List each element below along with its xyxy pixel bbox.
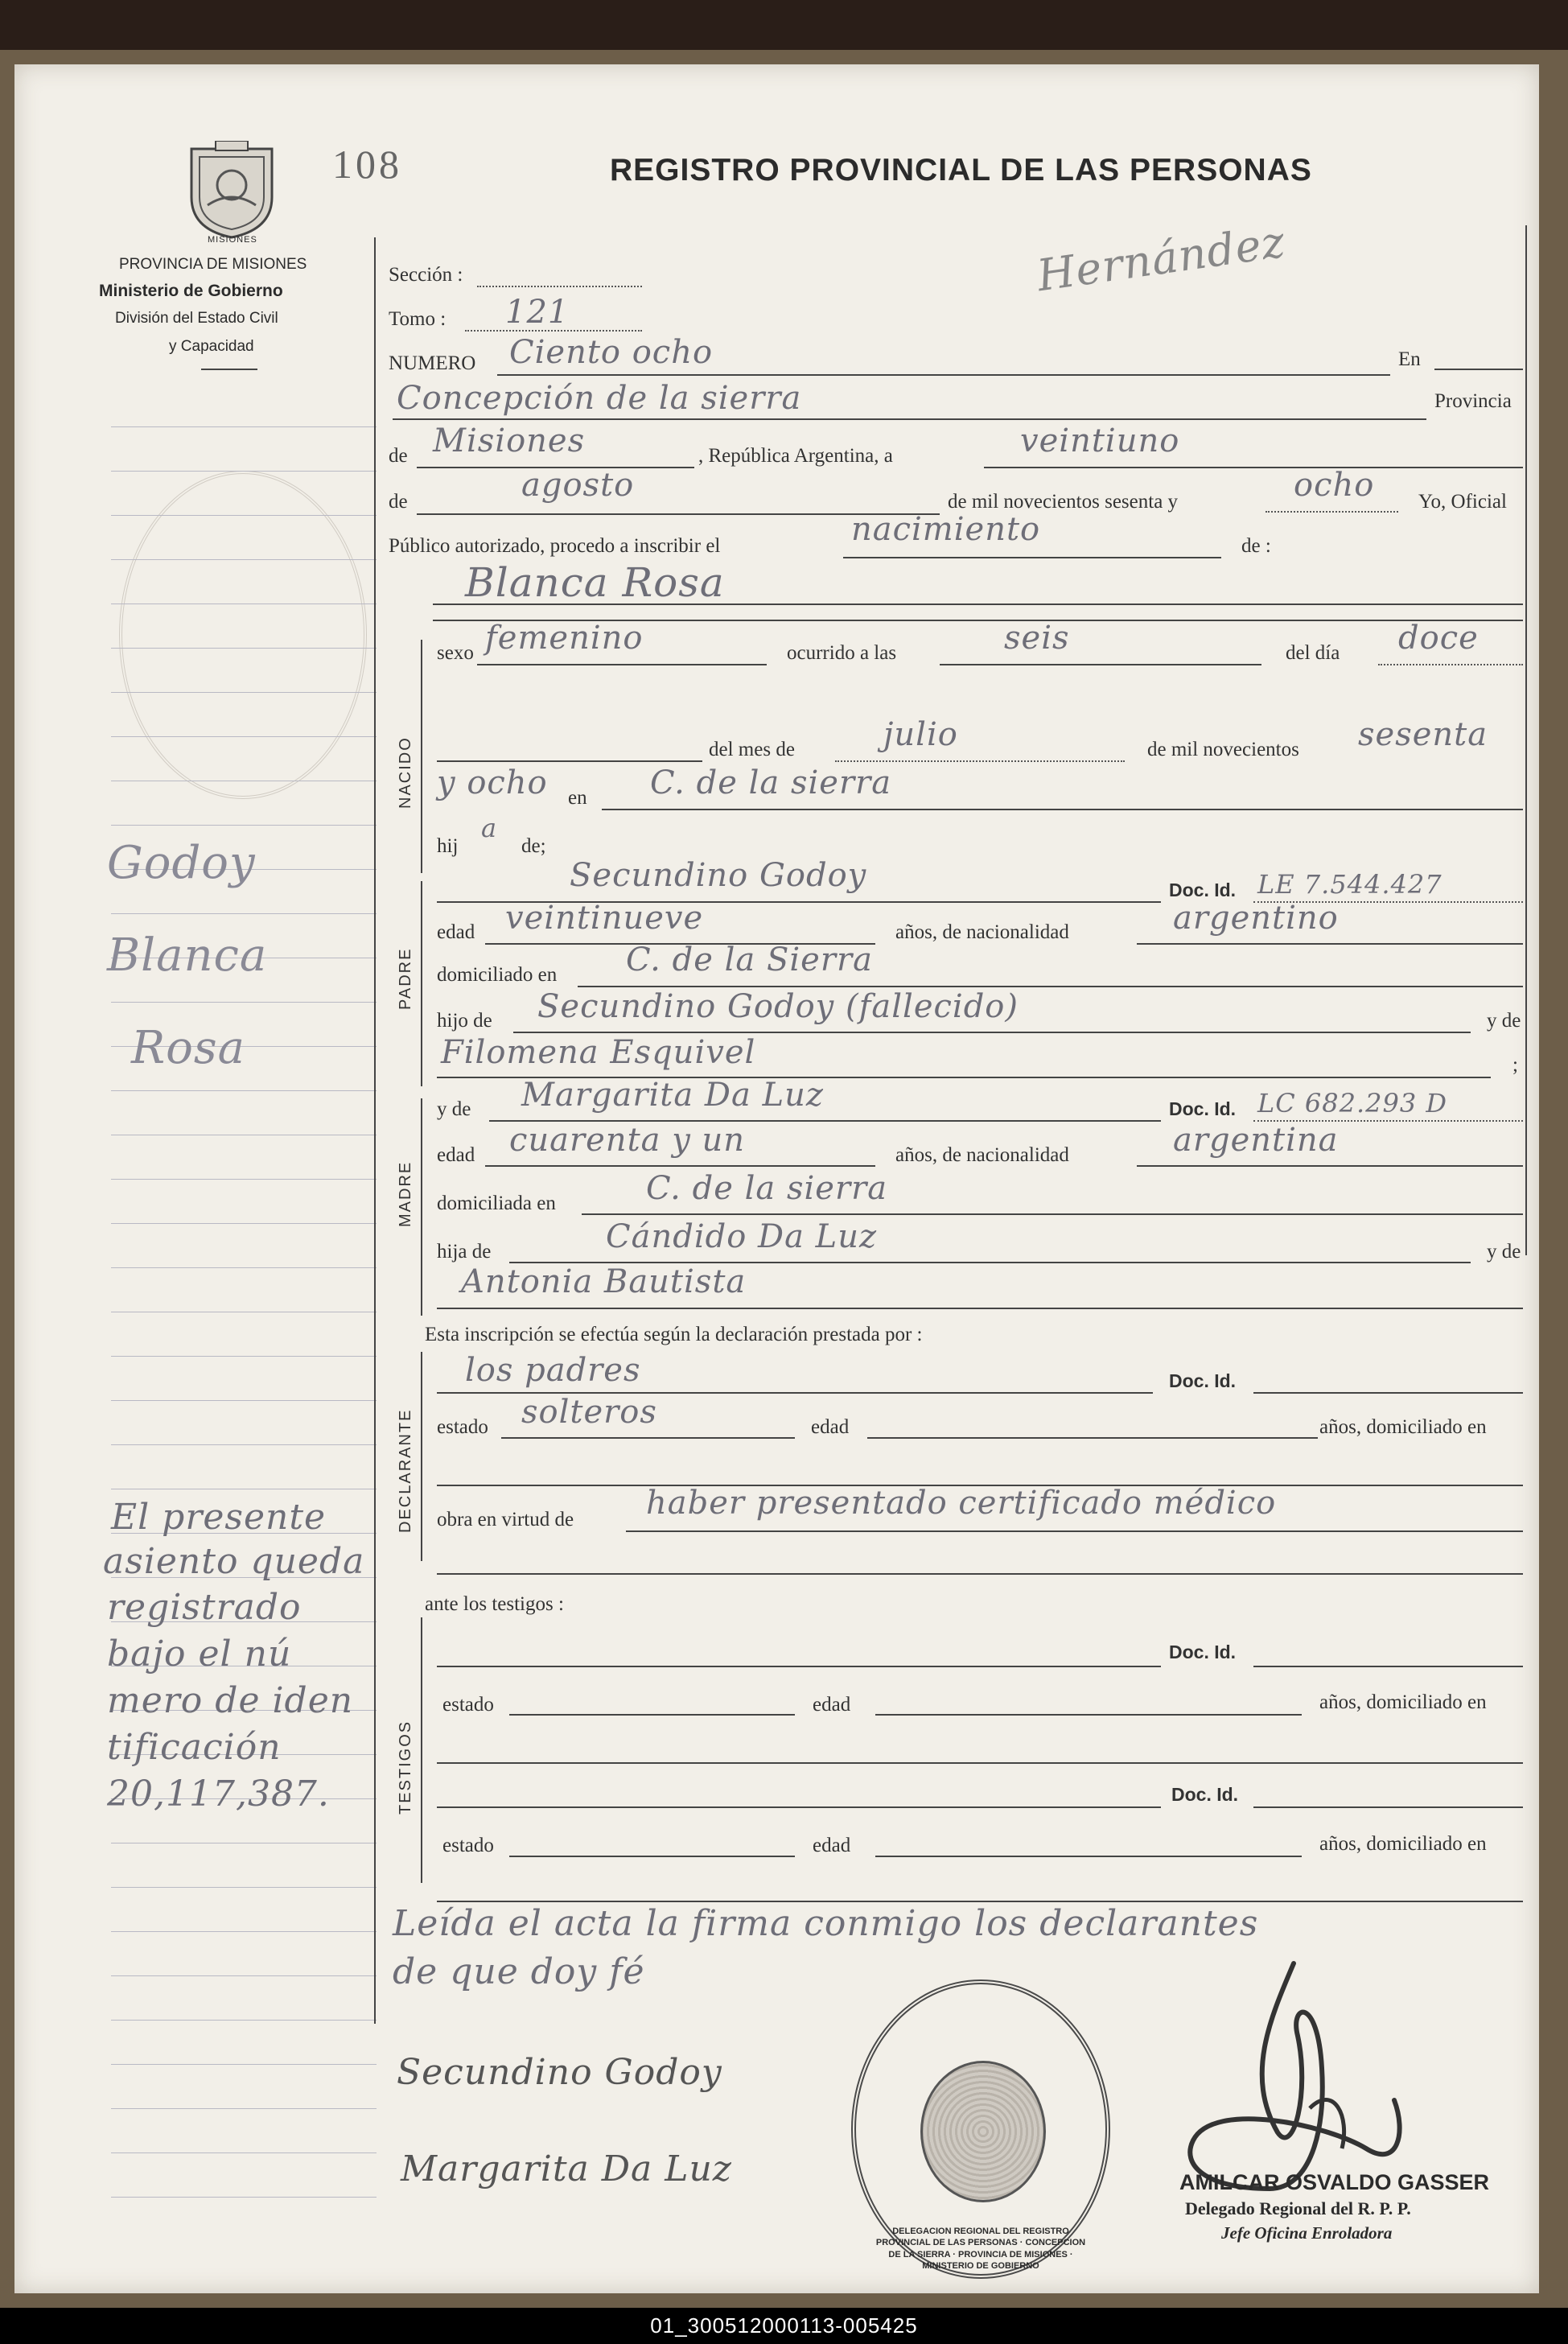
declarante-obra-value: haber presentado certificado médico bbox=[646, 1485, 1277, 1522]
madre-side-label: MADRE bbox=[397, 1160, 414, 1227]
padre-y-de-label: y de bbox=[1487, 1010, 1521, 1032]
oficial-label: Yo, Oficial bbox=[1418, 491, 1507, 513]
testigo1-edad-label: edad bbox=[813, 1694, 851, 1716]
hora-line bbox=[940, 664, 1261, 665]
mes-line-pre bbox=[437, 760, 702, 762]
declarante-nombre-value: los padres bbox=[465, 1352, 641, 1389]
madre-nacionalidad-label: años, de nacionalidad bbox=[895, 1144, 1069, 1166]
testigo2-doc-label: Doc. Id. bbox=[1171, 1784, 1239, 1805]
testigo2-domicilio-line bbox=[437, 1901, 1523, 1902]
margin-rule-line bbox=[111, 825, 377, 826]
padre-side-label: PADRE bbox=[397, 947, 414, 1010]
madre-domicilio-value: C. de la sierra bbox=[646, 1170, 888, 1207]
de-label-1: de bbox=[389, 445, 408, 467]
padre-nacionalidad-value: argentino bbox=[1173, 900, 1339, 937]
officer-title-2: Jefe Oficina Enroladora bbox=[1221, 2223, 1393, 2243]
padre-domicilio-line bbox=[578, 986, 1523, 987]
mes-line bbox=[835, 760, 1125, 762]
testigo2-edad-label: edad bbox=[813, 1835, 851, 1856]
padre-nacionalidad-label: años, de nacionalidad bbox=[895, 921, 1069, 943]
dia-registro-value: veintiuno bbox=[1020, 422, 1180, 459]
margin-annotation-5: mero de iden bbox=[107, 1680, 354, 1721]
acto-line bbox=[843, 557, 1221, 558]
declarante-edad-line bbox=[867, 1437, 1318, 1439]
margin-annotation-7: 20,117,387. bbox=[107, 1773, 330, 1815]
nacido-side-label: NACIDO bbox=[397, 736, 414, 809]
hij-label: hij bbox=[437, 835, 459, 857]
madre-y-de-label-2: y de bbox=[1487, 1241, 1521, 1263]
margin-rule-line bbox=[111, 736, 377, 737]
anio-registro-line bbox=[1266, 511, 1398, 513]
page-title: REGISTRO PROVINCIAL DE LAS PERSONAS bbox=[610, 153, 1312, 187]
seccion-line bbox=[477, 286, 642, 287]
testigo2-nombre-line bbox=[437, 1806, 1161, 1808]
madre-padre-value: Cándido Da Luz bbox=[606, 1218, 878, 1255]
testigos-side-label: TESTIGOS bbox=[397, 1720, 414, 1815]
hij-de-label: de; bbox=[521, 835, 546, 857]
testigo2-edad-line bbox=[875, 1856, 1302, 1857]
header-ministry: Ministerio de Gobierno bbox=[99, 282, 283, 300]
official-seal bbox=[851, 1979, 1110, 2279]
margin-middlename: Rosa bbox=[131, 1022, 246, 1074]
lugar-line bbox=[393, 418, 1426, 420]
margin-annotation-6: tificación bbox=[107, 1727, 282, 1768]
margin-rule-line bbox=[111, 1090, 377, 1091]
officer-signature-icon bbox=[1157, 1947, 1422, 2197]
padre-padre-line bbox=[513, 1032, 1471, 1033]
madre-doc-value: LC 682.293 D bbox=[1257, 1088, 1448, 1118]
mil-nacido-label: de mil novecientos bbox=[1147, 739, 1299, 760]
mil-label: de mil novecientos sesenta y bbox=[948, 491, 1179, 513]
madre-edad-line bbox=[485, 1165, 875, 1167]
padre-doc-value: LE 7.544.427 bbox=[1257, 869, 1442, 900]
lugar-nacido-line bbox=[602, 809, 1523, 810]
declarante-obra-label: obra en virtud de bbox=[437, 1509, 574, 1530]
hora-value: seis bbox=[1004, 620, 1070, 657]
testigo1-nombre-line bbox=[437, 1666, 1161, 1667]
madre-doc-label: Doc. Id. bbox=[1169, 1098, 1237, 1119]
publico-label: Público autorizado, procedo a inscribir el bbox=[389, 535, 721, 557]
acto-value: nacimiento bbox=[851, 511, 1041, 548]
testigo2-estado-line bbox=[509, 1856, 795, 1857]
page-number: 108 bbox=[332, 142, 402, 187]
madre-domicilio-line bbox=[582, 1213, 1523, 1215]
margin-rule-line bbox=[111, 692, 377, 693]
margin-rule-line bbox=[111, 2152, 377, 2153]
testigo2-doc-line bbox=[1253, 1806, 1523, 1808]
dia-label: del día bbox=[1286, 642, 1340, 664]
padre-hijo-label: hijo de bbox=[437, 1010, 492, 1032]
sexo-value: femenino bbox=[485, 620, 644, 657]
section-rule-padre bbox=[421, 881, 422, 1086]
frame-right bbox=[1525, 225, 1527, 1255]
seccion-label: Sección : bbox=[389, 264, 463, 286]
mes-label: del mes de bbox=[709, 739, 795, 760]
numero-value: Ciento ocho bbox=[509, 334, 714, 371]
header-division: División del Estado Civil bbox=[115, 310, 278, 327]
testigo1-doc-label: Doc. Id. bbox=[1169, 1642, 1237, 1662]
tomo-value: 121 bbox=[505, 294, 570, 331]
faded-stamp bbox=[119, 471, 367, 799]
section-rule-declarante bbox=[421, 1352, 422, 1561]
en-line bbox=[1434, 369, 1523, 370]
officer-title-1: Delegado Regional del R. P. P. bbox=[1185, 2198, 1411, 2218]
margin-rule-line bbox=[111, 1931, 377, 1932]
declarante-doc-label: Doc. Id. bbox=[1169, 1370, 1237, 1391]
margin-annotation-2: asiento queda bbox=[103, 1541, 365, 1582]
mes-value: julio bbox=[883, 716, 958, 753]
anio-value: sesenta bbox=[1358, 716, 1488, 753]
margin-rule-line bbox=[111, 1444, 377, 1445]
madre-nacionalidad-line bbox=[1137, 1165, 1523, 1167]
declarante-doc-line bbox=[1253, 1392, 1523, 1394]
anio-value-2: y ocho bbox=[437, 764, 548, 801]
sexo-label: sexo bbox=[437, 642, 474, 664]
dia-registro-line bbox=[984, 467, 1523, 468]
top-signature: Hernández bbox=[1034, 216, 1289, 302]
register-page bbox=[14, 64, 1539, 2293]
madre-edad-value: cuarenta y un bbox=[509, 1122, 746, 1159]
anio-registro-value: ocho bbox=[1294, 467, 1375, 504]
declarante-estado-value: solteros bbox=[521, 1394, 657, 1431]
margin-rule-line bbox=[111, 1002, 377, 1003]
testigo1-domicilio-line bbox=[437, 1762, 1523, 1764]
margin-surname: Godoy bbox=[107, 837, 256, 889]
provincia-label: Provincia bbox=[1434, 390, 1512, 412]
testigo2-estado-label: estado bbox=[442, 1835, 494, 1856]
declarante-anios-label: años, domiciliado en bbox=[1319, 1416, 1487, 1438]
de-label-2: de bbox=[389, 491, 408, 513]
margin-rule-line bbox=[111, 2108, 377, 2109]
margin-rule-line bbox=[111, 471, 377, 472]
lugar-nacido-value: C. de la sierra bbox=[650, 764, 892, 801]
closing-line-2: de que doy fé bbox=[393, 1951, 645, 1992]
madre-nombre-value: Margarita Da Luz bbox=[521, 1077, 824, 1114]
closing-line-1: Leída el acta la firma conmigo los declarantes bbox=[393, 1903, 1259, 1944]
madre-madre-value: Antonia Bautista bbox=[461, 1263, 747, 1300]
margin-annotation-4: bajo el nú bbox=[107, 1633, 292, 1675]
madre-domicilio-label: domiciliada en bbox=[437, 1193, 556, 1214]
dia-value: doce bbox=[1398, 620, 1479, 657]
dia-line bbox=[1378, 664, 1523, 665]
margin-annotation-3: registrado bbox=[107, 1587, 302, 1628]
de-colon-label: de : bbox=[1241, 535, 1271, 557]
footer-id: 01_300512000113-005425 bbox=[0, 2308, 1568, 2344]
margin-rule-line bbox=[111, 1223, 377, 1224]
en-label: En bbox=[1398, 348, 1421, 370]
madre-y-de-label: y de bbox=[437, 1098, 471, 1120]
padre-madre-value: Filomena Esquivel bbox=[441, 1034, 756, 1071]
declarante-intro: Esta inscripción se efectúa según la declaración prestada por : bbox=[425, 1324, 923, 1345]
testigo2-anios-label: años, domiciliado en bbox=[1319, 1833, 1487, 1855]
madre-hija-label: hija de bbox=[437, 1241, 492, 1263]
margin-rule-line bbox=[111, 559, 377, 560]
madre-nacionalidad-value: argentina bbox=[1173, 1122, 1339, 1159]
margin-rule-line bbox=[111, 648, 377, 649]
margin-firstname: Blanca bbox=[107, 929, 268, 982]
margin-rule-line bbox=[111, 1975, 377, 1976]
frame-left bbox=[374, 237, 376, 2024]
margin-rule-line bbox=[111, 1400, 377, 1401]
madre-edad-label: edad bbox=[437, 1144, 475, 1166]
margin-rule-line bbox=[111, 913, 377, 914]
lugar-value: Concepción de la sierra bbox=[397, 380, 802, 417]
margin-rule-line bbox=[111, 2064, 377, 2065]
testigo1-doc-line bbox=[1253, 1666, 1523, 1667]
margin-rule-line bbox=[111, 1267, 377, 1268]
testigo1-edad-line bbox=[875, 1714, 1302, 1716]
margin-rule-line bbox=[111, 2197, 377, 2198]
signature-father: Secundino Godoy bbox=[397, 2052, 722, 2093]
margin-rule-line bbox=[111, 2020, 377, 2021]
padre-doc-label: Doc. Id. bbox=[1169, 880, 1237, 900]
section-rule-nacido bbox=[421, 640, 422, 873]
officer-name: AMILCAR OSVALDO GASSER bbox=[1179, 2170, 1490, 2194]
declarante-obra-line bbox=[626, 1530, 1523, 1532]
numero-line bbox=[497, 374, 1390, 376]
nombre-value: Blanca Rosa bbox=[465, 559, 725, 606]
margin-rule-line bbox=[111, 1179, 377, 1180]
margin-rule-line bbox=[111, 515, 377, 516]
header-divider bbox=[201, 369, 257, 370]
emblem-label: MISIONES bbox=[208, 235, 257, 245]
padre-semicolon: ; bbox=[1512, 1054, 1518, 1076]
sexo-line bbox=[477, 664, 767, 665]
mes-registro-value: agosto bbox=[521, 467, 635, 504]
margin-annotation-1: El presente bbox=[111, 1497, 327, 1538]
padre-domicilio-value: C. de la Sierra bbox=[626, 941, 873, 978]
padre-nacionalidad-line bbox=[1137, 943, 1523, 945]
padre-domicilio-label: domiciliado en bbox=[437, 964, 558, 986]
nombre-line bbox=[433, 604, 1523, 605]
padre-padre-value: Secundino Godoy (fallecido) bbox=[537, 988, 1019, 1025]
declarante-estado-label: estado bbox=[437, 1416, 488, 1438]
header-capacity: y Capacidad bbox=[169, 338, 254, 355]
seal-emblem-icon bbox=[920, 2061, 1046, 2202]
section-rule-testigos bbox=[421, 1617, 422, 1883]
padre-edad-value: veintinueve bbox=[505, 900, 704, 937]
province-emblem-icon bbox=[183, 141, 280, 241]
padre-nombre-value: Secundino Godoy bbox=[570, 857, 867, 894]
tomo-label: Tomo : bbox=[389, 308, 447, 330]
section-rule-madre bbox=[421, 1098, 422, 1316]
margin-rule-line bbox=[111, 1887, 377, 1888]
declarante-estado-line bbox=[501, 1437, 795, 1439]
margin-rule-line bbox=[111, 426, 377, 427]
testigo1-estado-line bbox=[509, 1714, 795, 1716]
signature-mother: Margarita Da Luz bbox=[401, 2148, 732, 2190]
declarante-side-label: DECLARANTE bbox=[397, 1408, 414, 1533]
header-province: PROVINCIA DE MISIONES bbox=[119, 256, 307, 273]
declarante-obra-line-2 bbox=[437, 1573, 1523, 1575]
madre-madre-line bbox=[437, 1308, 1523, 1309]
testigo1-anios-label: años, domiciliado en bbox=[1319, 1691, 1487, 1713]
seal-text: DELEGACION REGIONAL DEL REGISTRO PROVINCIAL DE LAS PERSONAS · CONCEPCION DE LA SIERRA · PROVINCIA DE MISIONES · MINISTERIO DE GOBIERNO bbox=[875, 2227, 1086, 2271]
hij-value: a bbox=[481, 813, 498, 843]
provincia-value: Misiones bbox=[433, 422, 586, 459]
testigo1-estado-label: estado bbox=[442, 1694, 494, 1716]
ocurrido-label: ocurrido a las bbox=[787, 642, 897, 664]
numero-label: NUMERO bbox=[389, 352, 476, 374]
testigos-intro: ante los testigos : bbox=[425, 1593, 564, 1615]
margin-rule-line bbox=[111, 1356, 377, 1357]
en-nacido-label: en bbox=[568, 787, 587, 809]
declarante-edad-label: edad bbox=[811, 1416, 850, 1438]
padre-edad-label: edad bbox=[437, 921, 475, 943]
republica-label: , República Argentina, a bbox=[698, 445, 893, 467]
